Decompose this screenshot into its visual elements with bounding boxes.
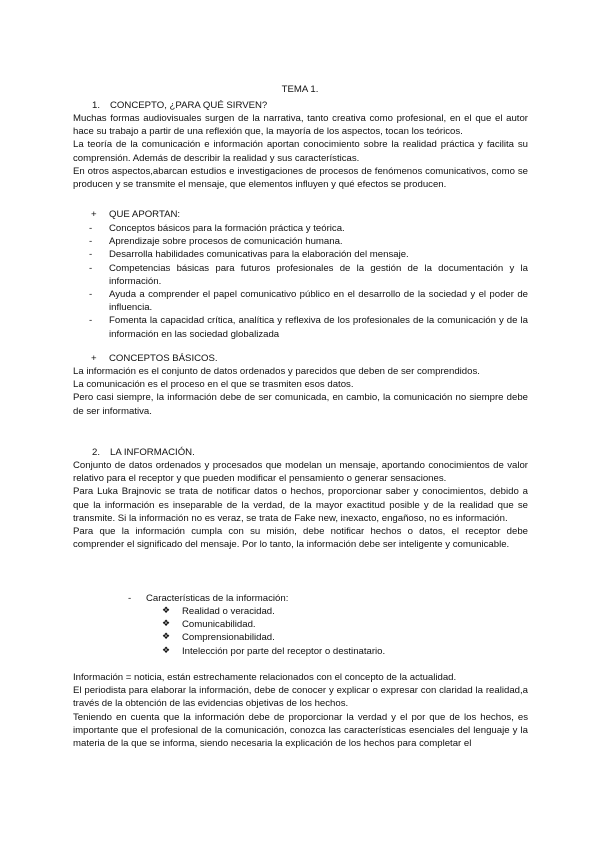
paragraph: En otros aspectos,abarcan estudios e investigaciones de procesos de fenómenos comunicativos, como se producen y se transmite el mensaje, que elementos influyen y qué efectos se producen. [73, 165, 528, 191]
caracteristicas-list [162, 605, 385, 658]
list-item: ❖ Realidad o veracidad. [162, 606, 275, 617]
section-2-title: LA INFORMACIÓN. [110, 447, 195, 458]
aportan-heading [91, 208, 180, 221]
list-item: ❖ Comunicabilidad. [162, 619, 256, 631]
list-item: - Desarrolla habilidades comunicativas para la elaboración del mensaje. [89, 249, 409, 261]
diamond-bullet-icon: ❖ [162, 632, 171, 643]
paragraph: Muchas formas audiovisuales surgen de la narrativa, tanto creativa como profesional, en el que el autor hace su trabajo a partir de una reflexión que, la mayoría de los aspectos, tocan los teóricos. [73, 113, 528, 138]
section-2-heading [92, 446, 195, 459]
diamond-bullet-icon: ❖ [162, 606, 171, 616]
list-item: - Conceptos básicos para la formación práctica y teórica. [89, 223, 345, 234]
section-1-number: 1. [92, 100, 101, 111]
section-1-body [73, 112, 528, 191]
paragraph: Información = noticia, están estrechamente relacionados con el concepto de la actualidad. [73, 672, 457, 683]
diamond-bullet-icon: ❖ [162, 619, 171, 630]
diamond-bullet-icon: ❖ [162, 645, 171, 656]
paragraph: Conjunto de datos ordenados y procesados que modelan un mensaje, aportando conocimientos de valor relativo para el receptor y que pueden modificar el pensamiento o generar sensaciones. [73, 460, 528, 485]
paragraph: La teoría de la comunicación e información aportan conocimiento sobre la realidad práctica y facilita su comprensión. Además de describir la realidad y sus características. [73, 139, 528, 164]
paragraph: La comunicación es el proceso en el que se trasmiten esos datos. [73, 379, 354, 391]
list-item: - Ayuda a comprender el papel comunicativo público en el desarrollo de la sociedad y el poder de influencia. [89, 289, 528, 314]
paragraph: El periodista para elaborar la información, debe de conocer y explicar o expresar con claridad la realidad,a través de la obtención de las evidencias objetivas de los hechos. [73, 685, 528, 710]
list-item: ❖ Comprensionabilidad. [162, 632, 275, 644]
document-title: TEMA 1. [281, 84, 319, 95]
caracteristicas-title: Características de la información: [146, 593, 289, 604]
paragraph: Pero casi siempre, la información debe de ser comunicada, en cambio, la comunicación no siempre debe de ser informativa. [73, 392, 528, 417]
paragraph: Teniendo en cuenta que la información debe de proporcionar la verdad y el por que de los hechos, es importante que el profesional de la comunicación, conozca las características esenciales del lenguaje y la materia de la que se informa, siendo necesaria la explicación de los hechos para completar el [73, 711, 528, 750]
aportan-list [89, 222, 528, 341]
list-item: - Aprendizaje sobre procesos de comunicación humana. [89, 236, 343, 248]
basicos-title: CONCEPTOS BÁSICOS. [109, 353, 218, 364]
paragraph: Para que la información cumpla con su misión, debe notificar hechos o datos, el receptor debe comprender el significado del mensaje. Por lo tanto, la información debe ser inteligente y comunicable. [73, 526, 528, 551]
list-item: - Fomenta la capacidad crítica, analítica y reflexiva de los profesionales de la comunicación y de la información en las sociedad globalizada [89, 315, 528, 340]
basicos-heading [91, 352, 218, 365]
paragraph: Para Luka Brajnovic se trata de notificar datos o hechos, proporcionar saber y conocimientos, debido a que la información es inseparable de la verdad, de la mayor exactitud posible y de la realidad que se transmite. Si la información no es veraz, se trata de Fake new, inexacto, engañoso, no es información. [73, 486, 528, 524]
closing-body [73, 671, 528, 750]
list-item: ❖ Intelección por parte del receptor o destinatario. [162, 645, 386, 657]
plus-marker: + [91, 353, 97, 364]
dash-marker: - [128, 593, 132, 604]
section-2-body [73, 459, 528, 551]
list-item: - Competencias básicas para futuros profesionales de la gestión de la documentación y la información. [89, 262, 528, 287]
basicos-body [73, 365, 528, 418]
paragraph: La información es el conjunto de datos ordenados y parecidos que deben de ser comprendidos. [73, 366, 480, 377]
plus-marker: + [91, 209, 97, 220]
caracteristicas-heading [128, 592, 288, 605]
aportan-title: QUE APORTAN: [109, 209, 181, 220]
section-1-title: CONCEPTO, ¿PARA QUÉ SIRVEN? [110, 100, 268, 111]
section-1-heading [92, 99, 267, 112]
section-2-number: 2. [92, 447, 101, 458]
